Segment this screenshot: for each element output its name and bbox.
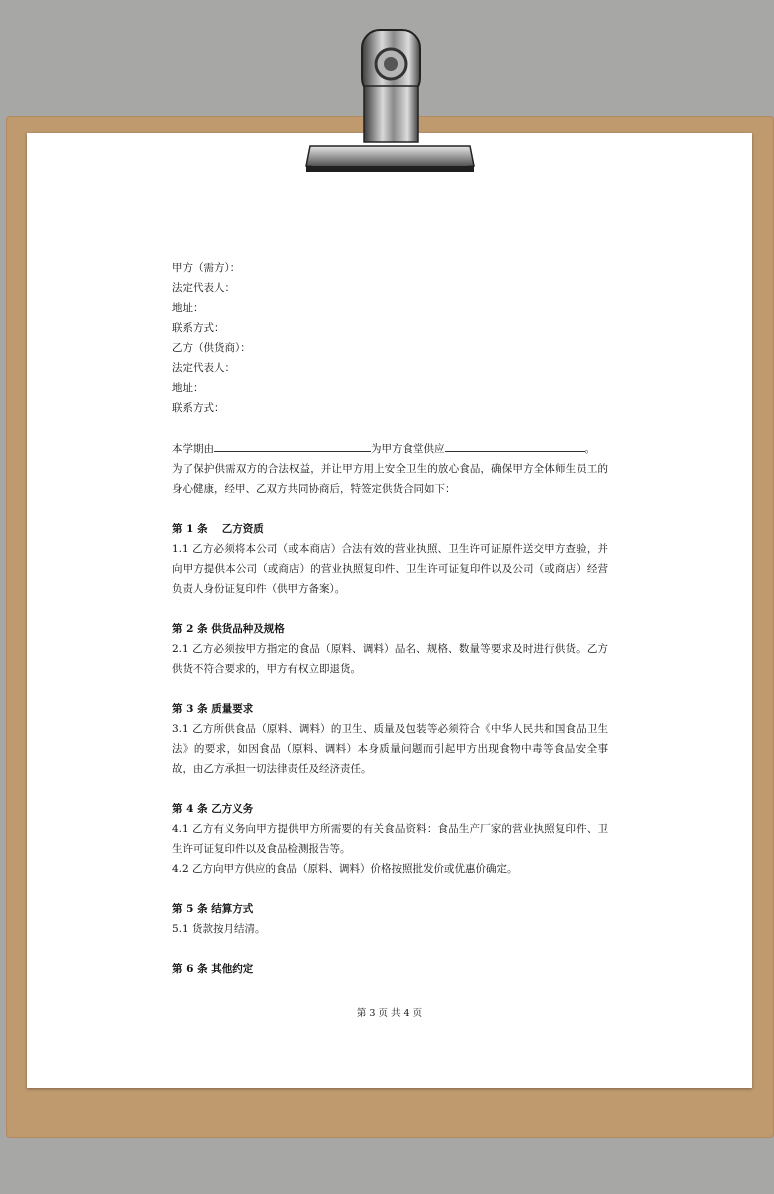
intro-prefix: 本学期由	[172, 443, 214, 455]
section-heading: 第 4 条 乙方义务	[172, 803, 254, 815]
intro-paragraph: 为了保护供需双方的合法权益，并让甲方用上安全卫生的放心食品，确保甲方全体师生员工的身心健康，经甲、乙双方共同协商后，特签定供货合同如下：	[172, 463, 608, 495]
binder-clip-icon	[300, 26, 480, 178]
party-line: 地址：	[172, 382, 204, 394]
party-line: 乙方（供货商）：	[172, 342, 251, 354]
section-item: 4.2 乙方向甲方供应的食品（原料、调料）价格按照批发价或优惠价确定。	[172, 863, 518, 875]
party-line: 法定代表人：	[172, 362, 235, 374]
section-heading: 第 1 条 乙方资质	[172, 523, 264, 535]
goods-blank	[445, 438, 585, 452]
party-line: 联系方式：	[172, 402, 225, 414]
intro-line	[172, 438, 608, 459]
section-item: 3.1 乙方所供食品（原料、调料）的卫生、质量及包装等必须符合《中华人民共和国食品卫生法》的要求，如因食品（原料、调料）本身质量问题而引起甲方出现食物中毒等食品安全事故，由乙方承担一切法律责任及经济责任。	[172, 723, 608, 775]
party-line: 联系方式：	[172, 322, 225, 334]
page-number: 第 3 页 共 4 页	[356, 1008, 423, 1019]
section-item: 1.1 乙方必须将本公司（或本商店）合法有效的营业执照、卫生许可证原件送交甲方查验，并向甲方提供本公司（或商店）的营业执照复印件、卫生许可证复印件以及公司（或商店）经营负责人身份证复印件（供甲方备案）。	[172, 543, 608, 595]
party-line: 法定代表人：	[172, 282, 235, 294]
section-item: 4.1 乙方有义务向甲方提供甲方所需要的有关食品资料：食品生产厂家的营业执照复印件、卫生许可证复印件以及食品检测报告等。	[172, 823, 608, 855]
section-heading: 第 6 条 其他约定	[172, 963, 254, 975]
party-line: 甲方（需方）：	[172, 262, 241, 274]
section-heading: 第 3 条 质量要求	[172, 703, 254, 715]
section-heading: 第 5 条 结算方式	[172, 903, 254, 915]
section-heading: 第 2 条 供货品种及规格	[172, 623, 285, 635]
intro-middle: 为甲方食堂供应	[371, 443, 445, 455]
party-line: 地址：	[172, 302, 204, 314]
supplier-blank	[214, 438, 371, 452]
contract-body	[172, 258, 608, 979]
section-item: 5.1 货款按月结清。	[172, 923, 266, 935]
section-item: 2.1 乙方必须按甲方指定的食品（原料、调料）品名、规格、数量等要求及时进行供货。乙方供货不符合要求的，甲方有权立即退货。	[172, 643, 608, 675]
intro-suffix: 。	[584, 443, 595, 455]
